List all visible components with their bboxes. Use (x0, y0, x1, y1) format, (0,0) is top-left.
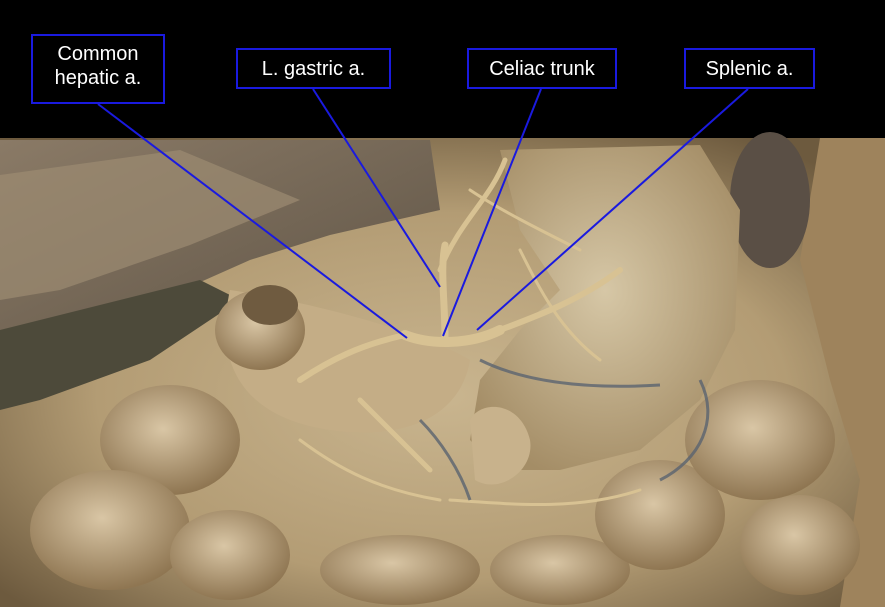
label-celiac-trunk: Celiac trunk (467, 48, 617, 89)
label-splenic-artery: Splenic a. (684, 48, 815, 89)
label-common-hepatic-artery (31, 34, 165, 104)
label-common-hepatic-line1: Common (57, 43, 139, 65)
bowel-loop (170, 510, 290, 600)
bowel-loop (320, 535, 480, 605)
label-left-gastric-artery: L. gastric a. (236, 48, 391, 89)
spleen (730, 132, 810, 268)
bowel-loop (740, 495, 860, 595)
bowel-loop (30, 470, 190, 590)
label-common-hepatic-line2: hepatic a. (54, 67, 142, 89)
